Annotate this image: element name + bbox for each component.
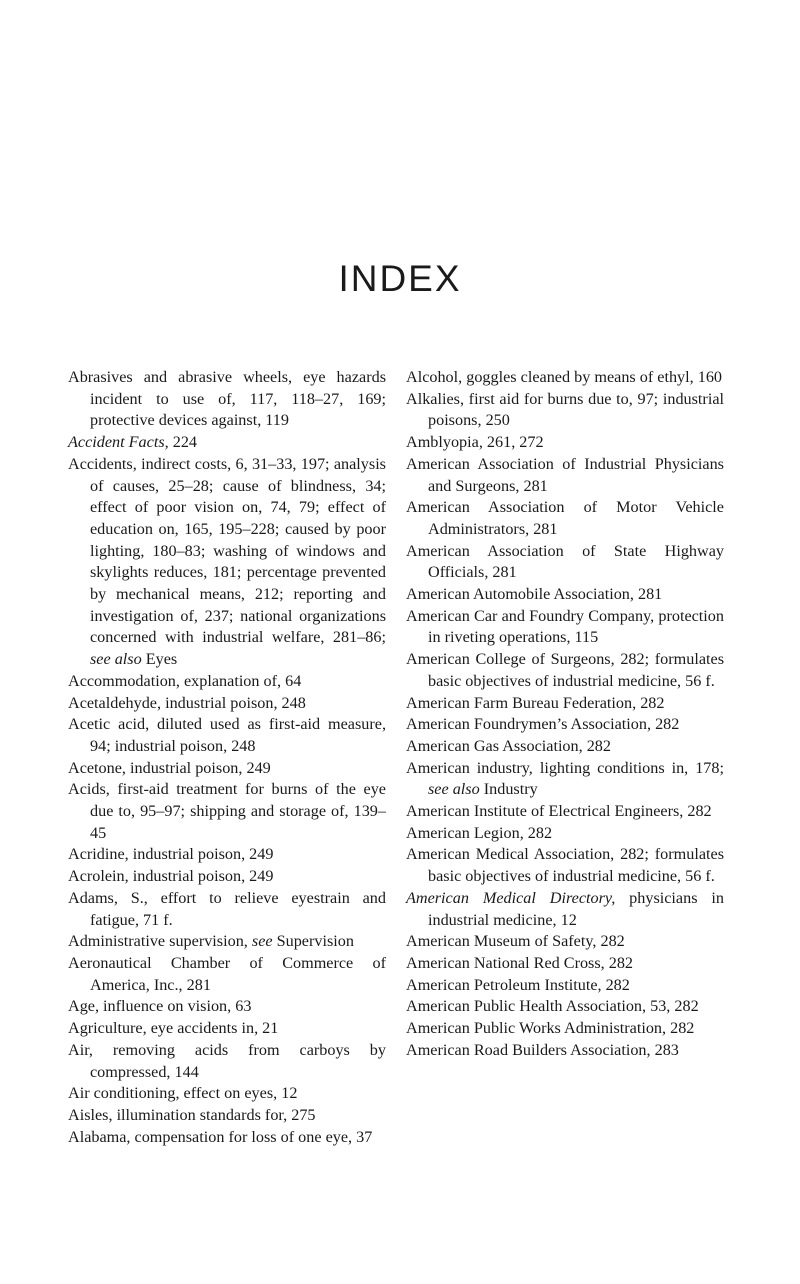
index-entry xyxy=(68,758,386,780)
index-entry xyxy=(68,779,386,844)
index-entry xyxy=(68,1040,386,1083)
index-entry-text: American Car and Foundry Company, protection in riveting operations, 115 xyxy=(406,606,724,647)
index-entry xyxy=(406,649,724,692)
index-entry xyxy=(406,801,724,823)
index-entry-text: Adams, S., effort to relieve eyestrain and fatigue, 71 f. xyxy=(68,888,386,929)
index-entry xyxy=(406,389,724,432)
index-entry xyxy=(68,953,386,996)
index-entry xyxy=(68,1083,386,1105)
index-entry xyxy=(406,432,724,454)
index-entry-text: American Medical Association, 282; formulates basic objectives of industrial medicine, 56 f. xyxy=(406,845,724,886)
index-entry xyxy=(406,975,724,997)
index-entry-text: American Public Health Association, 53, 282 xyxy=(406,997,699,1016)
index-entry xyxy=(406,714,724,736)
index-entry-text: Acetone, industrial poison, 249 xyxy=(68,758,271,777)
index-entry-text: Industry xyxy=(479,780,538,799)
index-entry-text: American Road Builders Association, 283 xyxy=(406,1040,679,1059)
index-entry-text: American National Red Cross, 282 xyxy=(406,953,634,972)
index-entry-text: Agriculture, eye accidents in, 21 xyxy=(68,1019,279,1038)
index-entry xyxy=(406,541,724,584)
index-entry-text: American Petroleum Institute, 282 xyxy=(406,975,630,994)
index-entry xyxy=(406,888,724,931)
index-entry-text: Amblyopia, 261, 272 xyxy=(406,433,544,452)
index-entry-text: American Automobile Association, 281 xyxy=(406,585,663,604)
index-entry xyxy=(68,996,386,1018)
index-entry-text: Accidents, indirect costs, 6, 31–33, 197; analysis of causes, 25–28; cause of blindness, 34; effect of poor vision on, 74, 79; effect of education on, 165, 195–228; caused by poor lighting, 180–83; washing of windows and skylights reduces, 181; percentage prevented by mechanical means, 212; reporting and investigation of, 237; national organizations concerned with industrial welfare, 281–86; xyxy=(68,454,386,647)
index-entry xyxy=(406,1018,724,1040)
index-entry-text: Alcohol, goggles cleaned by means of ethyl, 160 xyxy=(406,368,723,386)
index-entry xyxy=(68,432,386,454)
index-entry-text: Alkalies, first aid for burns due to, 97; industrial poisons, 250 xyxy=(406,389,724,430)
index-entry-text: Air conditioning, effect on eyes, 12 xyxy=(68,1084,298,1103)
index-entry xyxy=(68,367,386,432)
index-entry xyxy=(68,671,386,693)
index-entry-text: American Association of State Highway Officials, 281 xyxy=(406,541,724,582)
index-entry xyxy=(406,736,724,758)
index-entry xyxy=(406,584,724,606)
index-entry-text: Administrative supervision, xyxy=(68,932,252,951)
index-entry-italic: see also xyxy=(428,780,480,799)
index-entry xyxy=(406,996,724,1018)
index-entry-text: Abrasives and abrasive wheels, eye hazards incident to use of, 117, 118–27, 169; protective devices against, 119 xyxy=(68,368,386,430)
index-entry xyxy=(406,497,724,540)
index-entry-text: American Institute of Electrical Engineers, 282 xyxy=(406,802,712,821)
index-entry xyxy=(68,1127,386,1149)
index-entry-text: American Museum of Safety, 282 xyxy=(406,932,625,951)
index-column-left xyxy=(68,367,386,1148)
index-entry-text: American Legion, 282 xyxy=(406,823,553,842)
index-entry-text: American Foundrymen’s Association, 282 xyxy=(406,715,680,734)
index-entry-text: American Farm Bureau Federation, 282 xyxy=(406,693,665,712)
index-entry-italic: see xyxy=(251,932,273,951)
index-entry-text: Acridine, industrial poison, 249 xyxy=(68,845,274,864)
index-entry-text: Acetaldehyde, industrial poison, 248 xyxy=(68,693,306,712)
index-entry-italic: American Medical Directory, xyxy=(406,888,616,907)
index-entry xyxy=(68,931,386,953)
index-column-right xyxy=(406,367,724,1062)
index-entry xyxy=(406,953,724,975)
index-entry-text: American College of Surgeons, 282; formulates basic objectives of industrial medicine, 56 f. xyxy=(406,650,724,690)
index-entry-text: Accommodation, explanation of, 64 xyxy=(68,671,302,690)
index-entry xyxy=(68,844,386,866)
index-entry xyxy=(68,1105,386,1127)
index-entry-text: American industry, lighting conditions in, 178; xyxy=(406,758,724,777)
index-entry-italic: see also xyxy=(90,650,142,669)
index-entry-text: American Association of Industrial Physicians and Surgeons, 281 xyxy=(406,454,724,495)
index-entry-text: Aeronautical Chamber of Commerce of America, Inc., 281 xyxy=(68,953,386,994)
index-entry-text: Acrolein, industrial poison, 249 xyxy=(68,867,274,886)
index-entry xyxy=(68,888,386,931)
index-entry xyxy=(406,1040,724,1062)
index-entry-text: 224 xyxy=(168,433,198,452)
index-entry-text: Age, influence on vision, 63 xyxy=(68,997,252,1016)
index-entry xyxy=(406,823,724,845)
index-entry xyxy=(406,931,724,953)
index-entry xyxy=(406,844,724,887)
index-entry-text: Acetic acid, diluted used as first-aid measure, 94; industrial poison, 248 xyxy=(68,715,386,755)
index-entry xyxy=(68,714,386,757)
index-entry-text: American Gas Association, 282 xyxy=(406,736,611,755)
index-entry-text: Aisles, illumination standards for, 275 xyxy=(68,1105,316,1124)
index-entry-text: physicians in industrial medicine, 12 xyxy=(428,888,724,929)
index-entry-text: Supervision xyxy=(272,932,354,951)
index-entry xyxy=(68,693,386,715)
index-entry-text: Alabama, compensation for loss of one eye, 37 xyxy=(68,1127,373,1146)
index-entry xyxy=(68,454,386,671)
index-entry-text: Eyes xyxy=(141,650,178,669)
index-entry xyxy=(406,758,724,801)
index-entry-text: Air, removing acids from carboys by compressed, 144 xyxy=(68,1040,386,1081)
index-entry-text: Acids, first-aid treatment for burns of the eye due to, 95–97; shipping and storage of, 139–45 xyxy=(68,780,386,842)
page-title: INDEX xyxy=(338,258,462,299)
index-entry xyxy=(406,606,724,649)
index-entry-text: American Association of Motor Vehicle Administrators, 281 xyxy=(406,498,724,538)
index-entry xyxy=(68,866,386,888)
index-entry xyxy=(406,367,724,389)
index-entry-italic: Accident Facts, xyxy=(68,433,169,452)
index-entry-text: American Public Works Administration, 282 xyxy=(406,1019,695,1038)
index-entry xyxy=(406,693,724,715)
index-entry xyxy=(68,1018,386,1040)
index-entry xyxy=(406,454,724,497)
